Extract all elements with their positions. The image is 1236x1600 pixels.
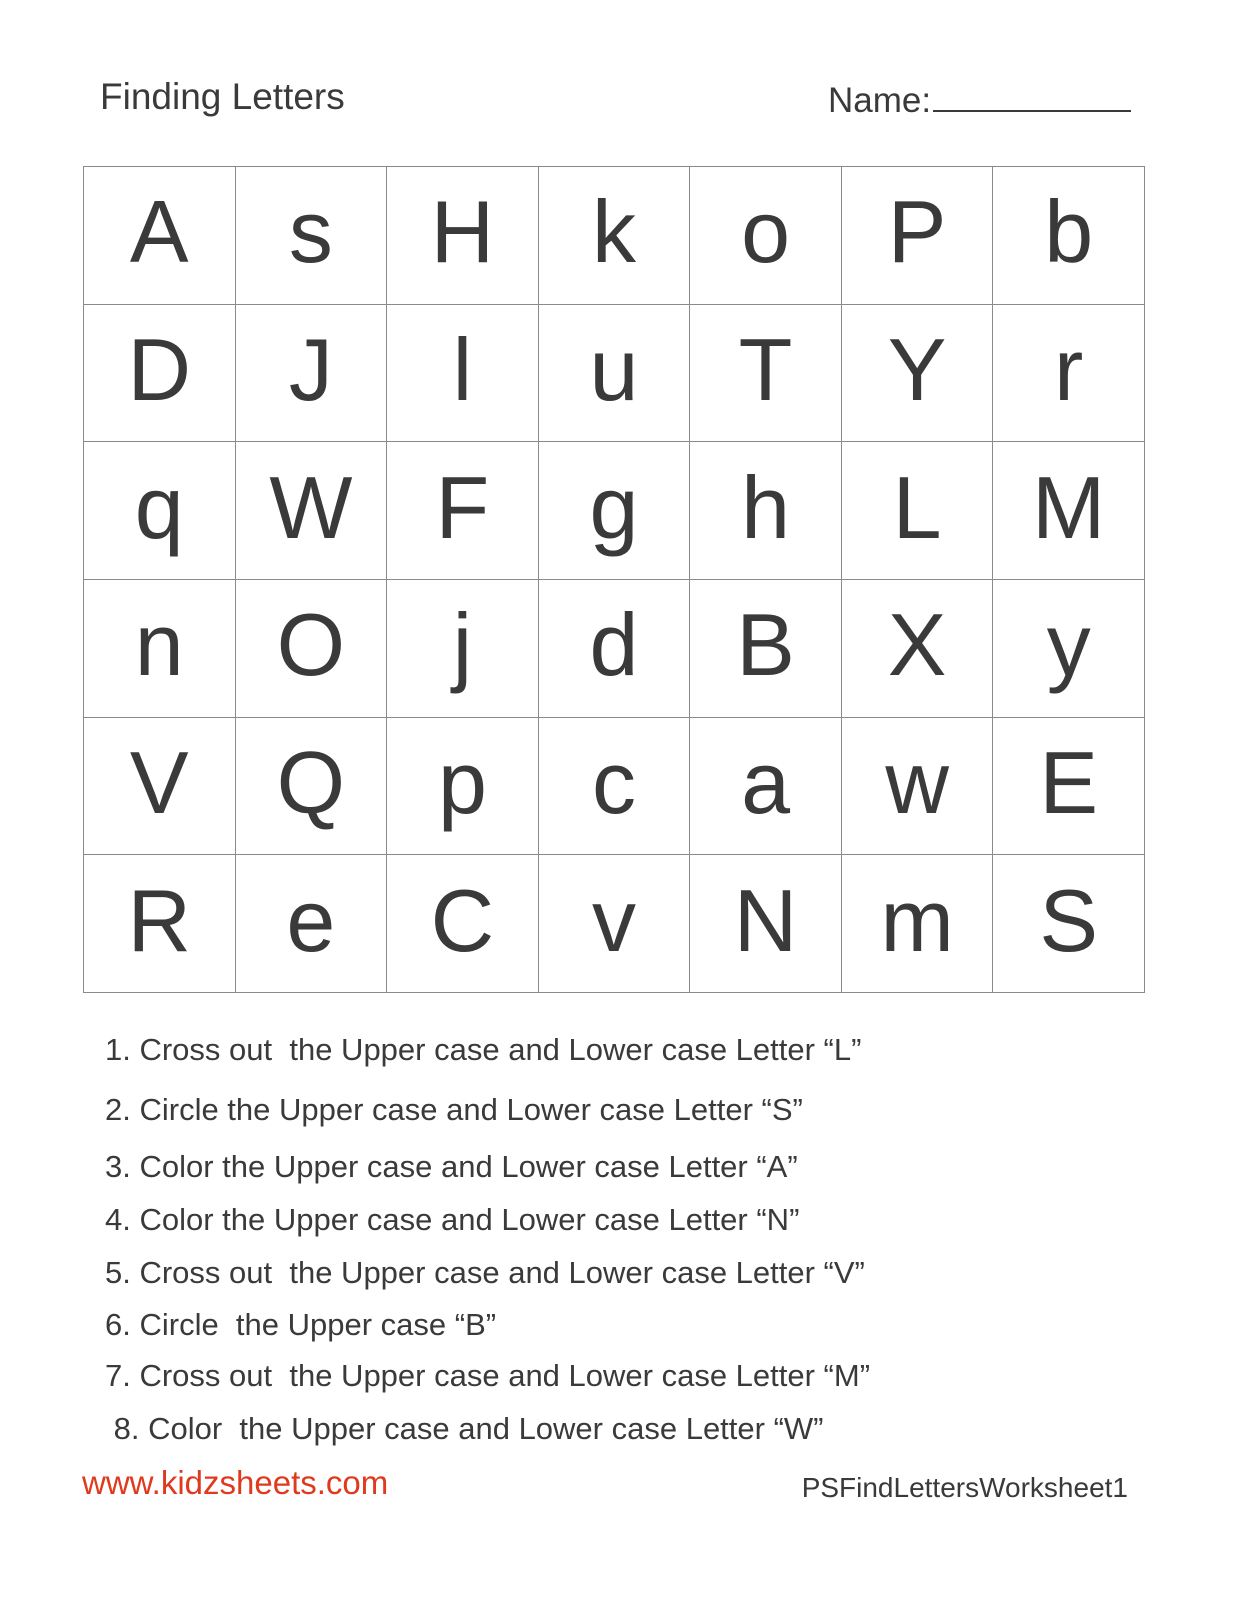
grid-cell[interactable]: e bbox=[236, 855, 388, 993]
instruction-text: 8. Color the Upper case and Lower case Letter “W” bbox=[105, 1411, 824, 1446]
grid-cell[interactable]: M bbox=[993, 442, 1145, 580]
grid-cell[interactable]: F bbox=[387, 442, 539, 580]
grid-cell[interactable]: o bbox=[690, 167, 842, 305]
grid-cell[interactable]: h bbox=[690, 442, 842, 580]
worksheet-title: Finding Letters bbox=[100, 76, 345, 117]
grid-cell[interactable]: v bbox=[539, 855, 691, 993]
grid-cell[interactable]: C bbox=[387, 855, 539, 993]
grid-cell[interactable]: N bbox=[690, 855, 842, 993]
instruction-text: 7. Cross out the Upper case and Lower case Letter “M” bbox=[105, 1358, 871, 1393]
grid-cell[interactable]: r bbox=[993, 305, 1145, 443]
grid-cell[interactable]: m bbox=[842, 855, 994, 993]
grid-cell[interactable]: Q bbox=[236, 718, 388, 856]
grid-cell[interactable]: T bbox=[690, 305, 842, 443]
grid-cell[interactable]: P bbox=[842, 167, 994, 305]
grid-cell[interactable]: q bbox=[84, 442, 236, 580]
grid-cell[interactable]: R bbox=[84, 855, 236, 993]
instruction-text: 2. Circle the Upper case and Lower case Letter “S” bbox=[105, 1092, 803, 1127]
name-field bbox=[828, 80, 1131, 121]
grid-cell[interactable]: V bbox=[84, 718, 236, 856]
grid-cell[interactable]: O bbox=[236, 580, 388, 718]
name-label: Name: bbox=[828, 81, 932, 120]
grid-cell[interactable]: D bbox=[84, 305, 236, 443]
grid-cell[interactable]: k bbox=[539, 167, 691, 305]
instruction-text: 6. Circle the Upper case “B” bbox=[105, 1307, 497, 1342]
instruction-text: 3. Color the Upper case and Lower case Letter “A” bbox=[105, 1149, 798, 1184]
website-link[interactable]: www.kidzsheets.com bbox=[82, 1464, 389, 1501]
grid-cell[interactable]: s bbox=[236, 167, 388, 305]
grid-cell[interactable]: Y bbox=[842, 305, 994, 443]
grid-cell[interactable]: J bbox=[236, 305, 388, 443]
grid-cell[interactable]: n bbox=[84, 580, 236, 718]
instruction-text: 1. Cross out the Upper case and Lower case Letter “L” bbox=[105, 1032, 862, 1067]
grid-cell[interactable]: a bbox=[690, 718, 842, 856]
name-blank-line[interactable] bbox=[933, 80, 1131, 112]
grid-cell[interactable]: X bbox=[842, 580, 994, 718]
grid-cell[interactable]: c bbox=[539, 718, 691, 856]
grid-cell[interactable]: A bbox=[84, 167, 236, 305]
grid-cell[interactable]: B bbox=[690, 580, 842, 718]
grid-cell[interactable]: l bbox=[387, 305, 539, 443]
worksheet-id: PSFindLettersWorksheet1 bbox=[801, 1472, 1128, 1503]
grid-cell[interactable]: E bbox=[993, 718, 1145, 856]
grid-cell[interactable]: H bbox=[387, 167, 539, 305]
grid-cell[interactable]: y bbox=[993, 580, 1145, 718]
grid-cell[interactable]: w bbox=[842, 718, 994, 856]
grid-cell[interactable]: W bbox=[236, 442, 388, 580]
grid-cell[interactable]: p bbox=[387, 718, 539, 856]
grid-cell[interactable]: b bbox=[993, 167, 1145, 305]
instruction-text: 5. Cross out the Upper case and Lower case Letter “V” bbox=[105, 1255, 865, 1290]
grid-cell[interactable]: g bbox=[539, 442, 691, 580]
grid-cell[interactable]: j bbox=[387, 580, 539, 718]
letter-grid bbox=[83, 166, 1145, 993]
grid-cell[interactable]: d bbox=[539, 580, 691, 718]
grid-cell[interactable]: L bbox=[842, 442, 994, 580]
instruction-text: 4. Color the Upper case and Lower case Letter “N” bbox=[105, 1202, 800, 1237]
grid-cell[interactable]: u bbox=[539, 305, 691, 443]
grid-cell[interactable]: S bbox=[993, 855, 1145, 993]
